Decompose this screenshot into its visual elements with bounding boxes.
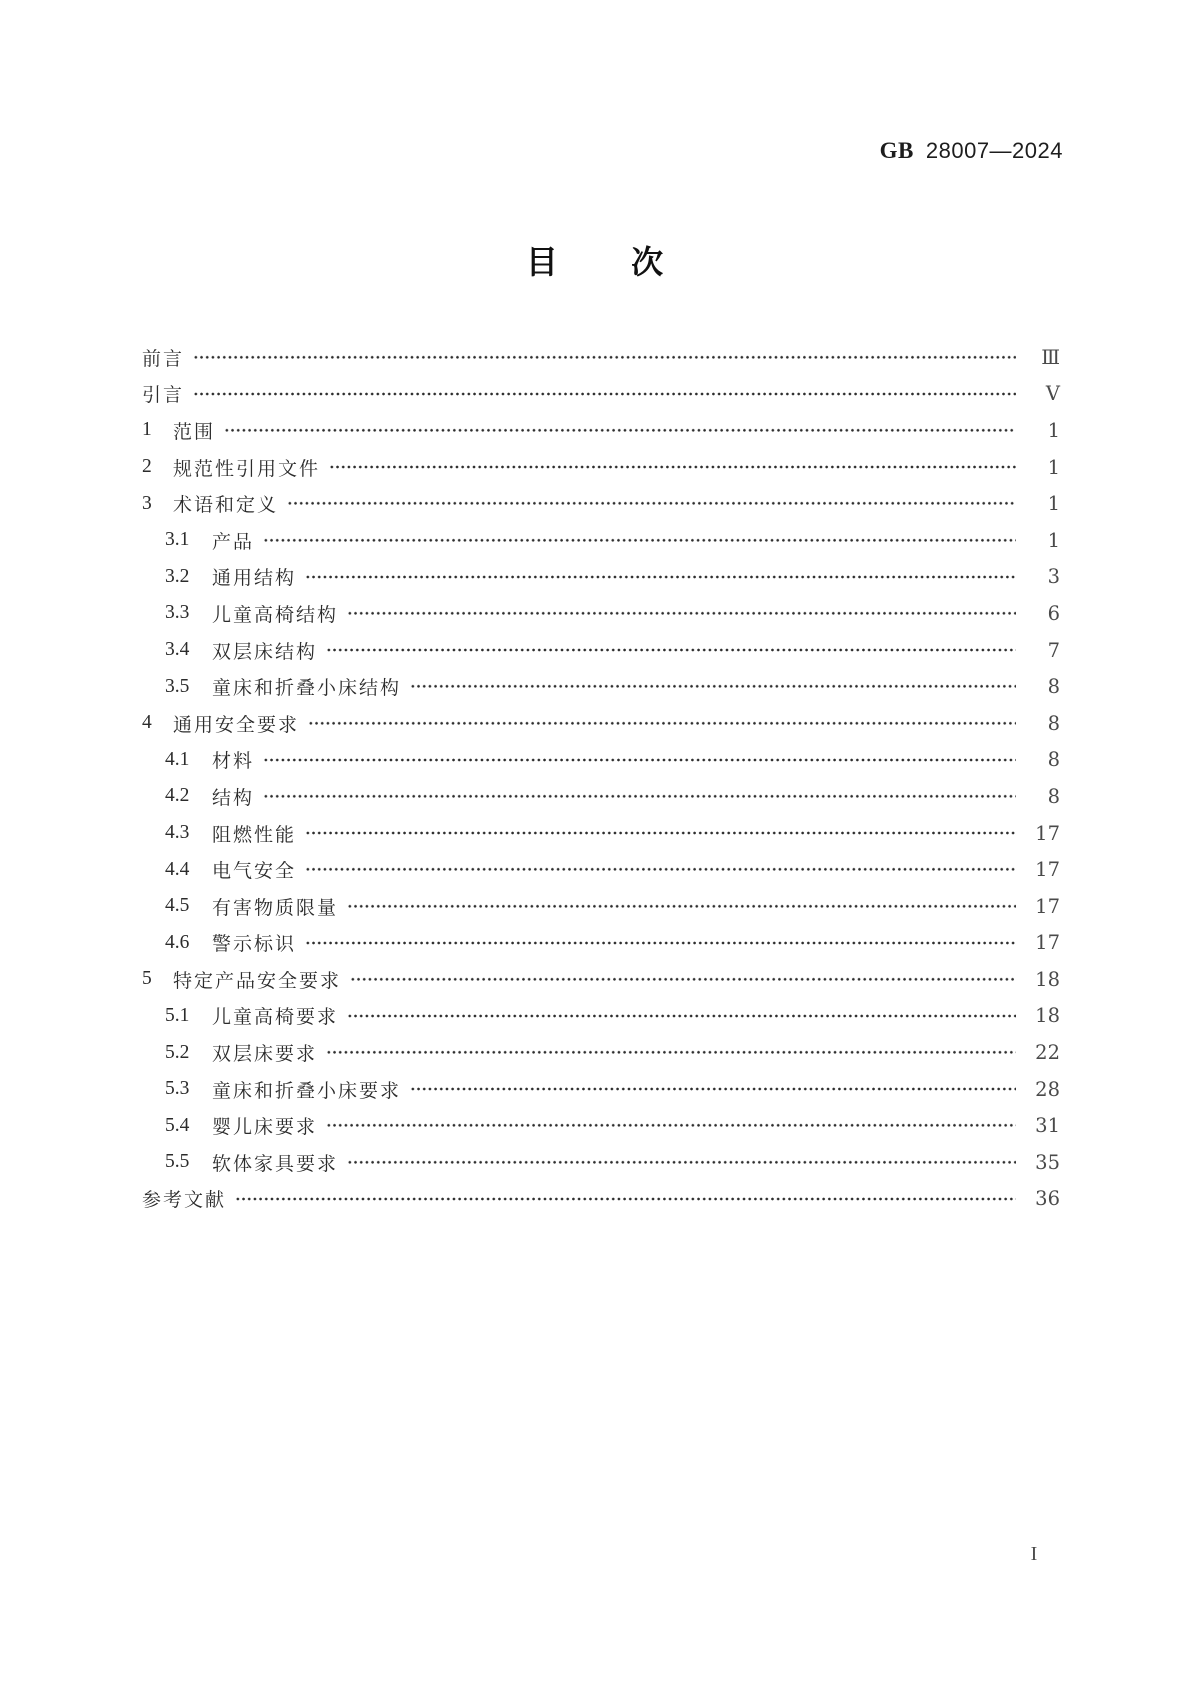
toc-leader-dots bbox=[305, 925, 1016, 962]
toc-entry-number: 3.2 bbox=[165, 565, 190, 587]
toc-leader-dots bbox=[305, 815, 1016, 852]
toc-entry-title: 结构 bbox=[212, 786, 255, 809]
toc-entry bbox=[142, 668, 1060, 705]
toc-entry-title: 童床和折叠小床要求 bbox=[212, 1079, 402, 1102]
toc-entry-page: 7 bbox=[1047, 638, 1060, 662]
toc-entry-title: 规范性引用文件 bbox=[173, 457, 321, 480]
toc-entry-title: 阻燃性能 bbox=[212, 823, 297, 846]
toc-entry-number: 3.4 bbox=[165, 639, 190, 661]
toc-entry bbox=[142, 1144, 1060, 1181]
toc-entry-title: 通用安全要求 bbox=[173, 713, 300, 736]
toc-leader-dots bbox=[326, 1107, 1016, 1144]
toc-entry-number: 4.6 bbox=[165, 931, 190, 953]
page-title: 目 次 bbox=[525, 243, 666, 281]
toc-entry bbox=[142, 412, 1060, 449]
toc-entry-number: 5 bbox=[142, 968, 152, 990]
toc-entry-title: 参考文献 bbox=[142, 1189, 227, 1212]
toc-leader-dots bbox=[347, 998, 1016, 1035]
toc-leader-dots bbox=[347, 888, 1016, 925]
toc-entry-title: 儿童高椅要求 bbox=[212, 1006, 339, 1029]
toc-entry-page: 22 bbox=[1035, 1041, 1060, 1065]
toc-leader-dots bbox=[263, 778, 1016, 815]
toc-entry-number: 3.3 bbox=[165, 602, 190, 624]
toc-leader-dots bbox=[329, 449, 1016, 486]
toc-leader-dots bbox=[326, 632, 1016, 669]
toc-entry-page: 28 bbox=[1035, 1077, 1060, 1101]
toc-entry bbox=[142, 559, 1060, 596]
toc-entry-number: 2 bbox=[142, 456, 152, 478]
toc-leader-dots bbox=[224, 412, 1016, 449]
toc-leader-dots bbox=[410, 668, 1016, 705]
toc-leader-dots bbox=[193, 376, 1016, 413]
toc-entry-title: 范围 bbox=[173, 420, 216, 443]
toc-entry bbox=[142, 632, 1060, 669]
toc-entry bbox=[142, 1071, 1060, 1108]
toc-entry-number: 5.5 bbox=[165, 1151, 190, 1173]
toc-entry-page: 6 bbox=[1047, 601, 1060, 625]
toc-entry-page: 8 bbox=[1047, 675, 1060, 699]
toc-entry bbox=[142, 339, 1060, 376]
toc-leader-dots bbox=[350, 961, 1016, 998]
toc-entry-number: 4.3 bbox=[165, 822, 190, 844]
toc-entry bbox=[142, 851, 1060, 888]
toc-entry bbox=[142, 1181, 1060, 1218]
toc-leader-dots bbox=[326, 1034, 1016, 1071]
toc-entry-page: 35 bbox=[1035, 1150, 1060, 1174]
toc-entry-number: 5.2 bbox=[165, 1041, 190, 1063]
toc-entry-number: 5.4 bbox=[165, 1114, 190, 1136]
toc-leader-dots bbox=[410, 1071, 1016, 1108]
toc-entry-page: 18 bbox=[1035, 1004, 1060, 1028]
toc-entry bbox=[142, 595, 1060, 632]
toc-entry bbox=[142, 778, 1060, 815]
toc-leader-dots bbox=[308, 705, 1016, 742]
toc-leader-dots bbox=[263, 742, 1016, 779]
toc-entry-page: 17 bbox=[1035, 931, 1060, 955]
toc-entry-page: 8 bbox=[1047, 711, 1060, 735]
toc-entry-title: 婴儿床要求 bbox=[212, 1116, 318, 1139]
toc-entry bbox=[142, 485, 1060, 522]
toc-entry bbox=[142, 449, 1060, 486]
toc-leader-dots bbox=[305, 559, 1016, 596]
toc-entry-page: 17 bbox=[1035, 858, 1060, 882]
toc-entry-page: 18 bbox=[1035, 967, 1060, 991]
toc-leader-dots bbox=[263, 522, 1016, 559]
toc-entry-number: 5.3 bbox=[165, 1078, 190, 1100]
toc-entry-number: 1 bbox=[142, 419, 152, 441]
toc-entry-page: 8 bbox=[1047, 748, 1060, 772]
toc-entry-title: 产品 bbox=[212, 530, 255, 553]
toc-entry-title: 儿童高椅结构 bbox=[212, 603, 339, 626]
toc-leader-dots bbox=[193, 339, 1016, 376]
toc-entry-page: 36 bbox=[1035, 1187, 1060, 1211]
toc-entry-title: 引言 bbox=[142, 384, 185, 407]
toc-entry bbox=[142, 961, 1060, 998]
toc-entry-title: 特定产品安全要求 bbox=[173, 969, 342, 992]
toc-entry bbox=[142, 376, 1060, 413]
toc-entry bbox=[142, 998, 1060, 1035]
table-of-contents bbox=[142, 339, 1060, 1217]
toc-leader-dots bbox=[305, 851, 1016, 888]
toc-entry-number: 4 bbox=[142, 712, 152, 734]
toc-entry-title: 术语和定义 bbox=[173, 494, 279, 517]
toc-leader-dots bbox=[287, 485, 1016, 522]
toc-entry-page: 3 bbox=[1047, 565, 1060, 589]
toc-leader-dots bbox=[235, 1181, 1016, 1218]
toc-entry-title: 童床和折叠小床结构 bbox=[212, 677, 402, 700]
toc-entry bbox=[142, 742, 1060, 779]
toc-entry-number: 3 bbox=[142, 492, 152, 514]
toc-entry-page: 1 bbox=[1047, 418, 1060, 442]
folio-page-number: I bbox=[1030, 1543, 1038, 1565]
toc-entry-page: 17 bbox=[1035, 821, 1060, 845]
toc-entry-number: 4.2 bbox=[165, 785, 190, 807]
toc-entry-page: 1 bbox=[1047, 455, 1060, 479]
toc-entry bbox=[142, 888, 1060, 925]
toc-entry-title: 软体家具要求 bbox=[212, 1152, 339, 1175]
toc-entry-title: 材料 bbox=[212, 750, 255, 773]
toc-entry-title: 前言 bbox=[142, 347, 185, 370]
toc-entry-title: 警示标识 bbox=[212, 933, 297, 956]
toc-entry bbox=[142, 815, 1060, 852]
toc-entry bbox=[142, 1034, 1060, 1071]
standard-number bbox=[880, 138, 1063, 164]
toc-entry-number: 5.1 bbox=[165, 1004, 190, 1026]
toc-entry-page: 17 bbox=[1035, 894, 1060, 918]
toc-entry-page: 31 bbox=[1035, 1114, 1060, 1138]
toc-entry-number: 4.5 bbox=[165, 895, 190, 917]
toc-entry-title: 电气安全 bbox=[212, 860, 297, 883]
standard-code: 28007—2024 bbox=[925, 138, 1063, 163]
toc-entry-page: 1 bbox=[1047, 492, 1060, 516]
toc-entry bbox=[142, 705, 1060, 742]
toc-entry bbox=[142, 1107, 1060, 1144]
toc-entry-page: 8 bbox=[1047, 784, 1060, 808]
toc-entry-number: 3.5 bbox=[165, 675, 190, 697]
toc-entry-number: 4.1 bbox=[165, 748, 190, 770]
toc-entry bbox=[142, 522, 1060, 559]
toc-entry-page: Ⅲ bbox=[1041, 345, 1060, 369]
standard-prefix: GB bbox=[879, 138, 914, 163]
toc-entry-number: 4.4 bbox=[165, 858, 190, 880]
toc-entry-title: 有害物质限量 bbox=[212, 896, 339, 919]
toc-entry-number: 3.1 bbox=[165, 529, 190, 551]
toc-entry-title: 双层床要求 bbox=[212, 1043, 318, 1066]
toc-entry-page: Ⅴ bbox=[1045, 382, 1060, 406]
toc-entry-title: 通用结构 bbox=[212, 567, 297, 590]
toc-entry bbox=[142, 925, 1060, 962]
toc-entry-page: 1 bbox=[1047, 528, 1060, 552]
toc-leader-dots bbox=[347, 595, 1016, 632]
toc-leader-dots bbox=[347, 1144, 1016, 1181]
toc-entry-title: 双层床结构 bbox=[212, 640, 318, 663]
